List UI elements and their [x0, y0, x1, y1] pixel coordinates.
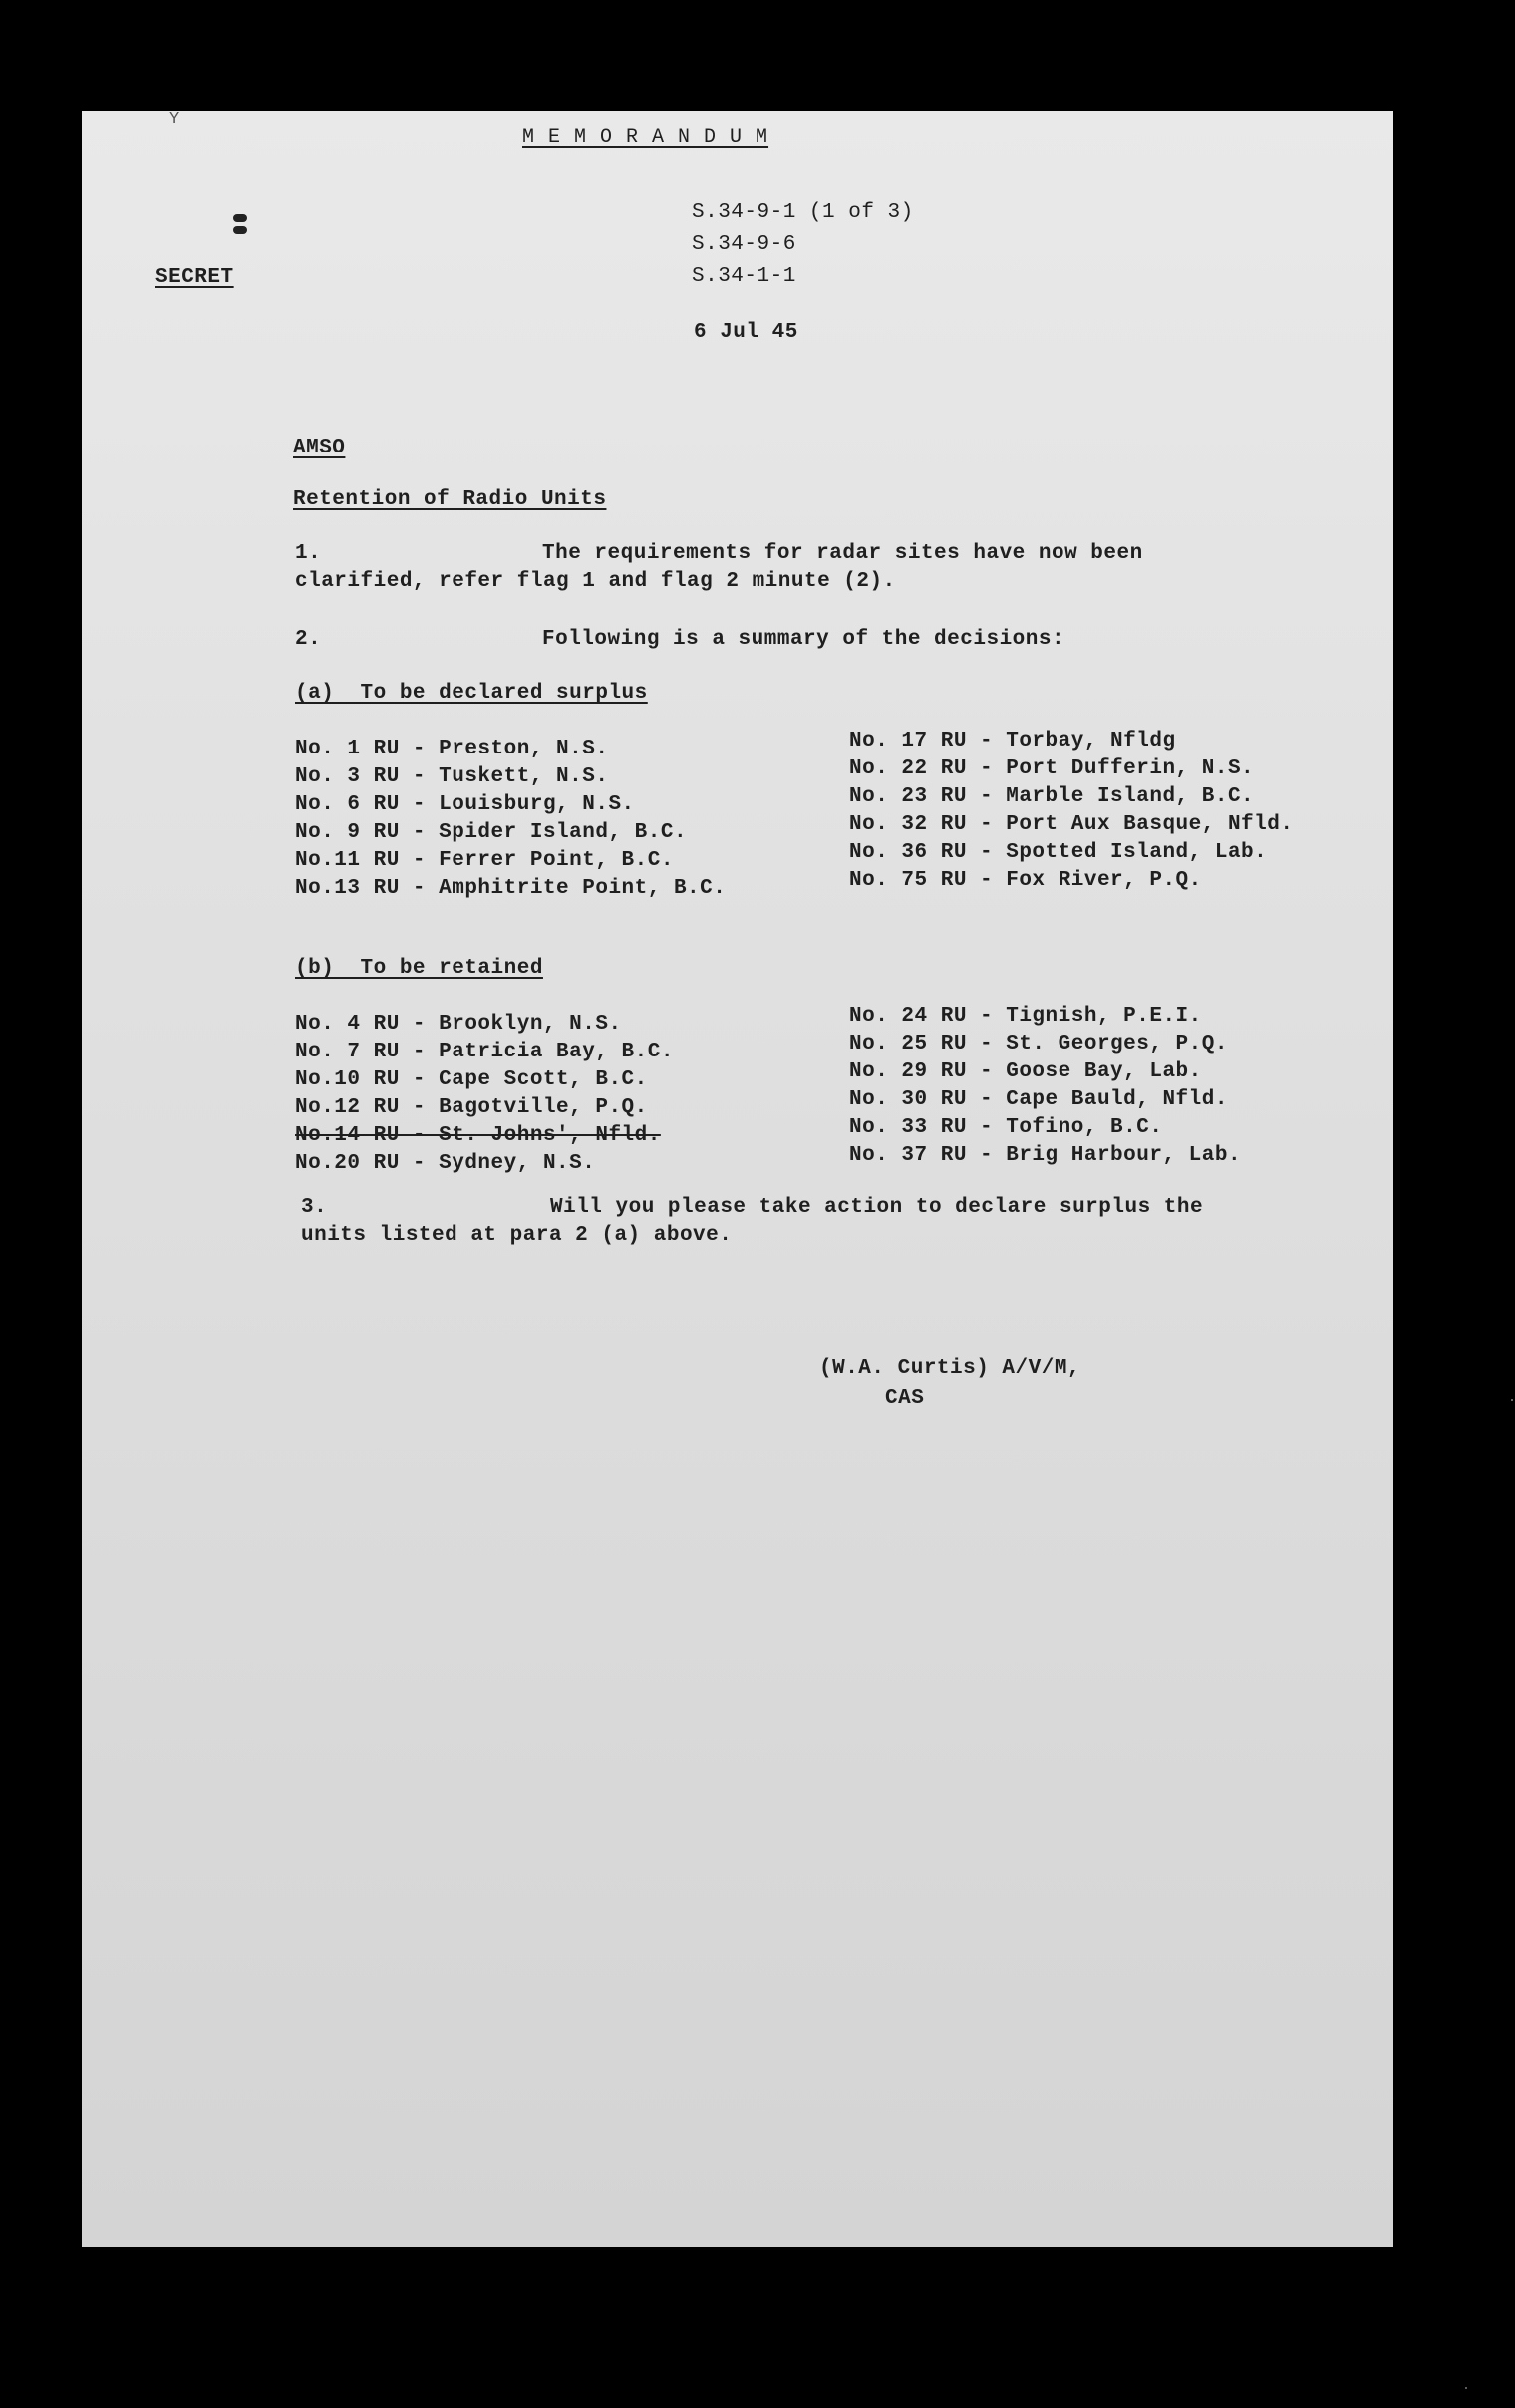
- surplus-right-item: No. 75 RU - Fox River, P.Q.: [849, 869, 1202, 892]
- retained-left-item: No.10 RU - Cape Scott, B.C.: [295, 1068, 648, 1091]
- file-ref-3: S.34-1-1: [692, 265, 796, 288]
- surplus-left-item: No. 6 RU - Louisburg, N.S.: [295, 793, 635, 816]
- retained-left-item-struck: No.14 RU - St. Johns', Nfld.: [295, 1124, 661, 1147]
- para3-number: 3.: [301, 1196, 328, 1219]
- surplus-right-item: No. 23 RU - Marble Island, B.C.: [849, 785, 1255, 808]
- memo-title: M E M O R A N D U M: [522, 126, 769, 149]
- para1-number: 1.: [295, 542, 322, 565]
- punch-mark: [233, 214, 247, 222]
- file-ref-1: S.34-9-1 (1 of 3): [692, 201, 914, 224]
- surplus-right-item: No. 36 RU - Spotted Island, Lab.: [849, 841, 1268, 864]
- file-ref-2: S.34-9-6: [692, 233, 796, 256]
- addressee: AMSO: [293, 437, 346, 459]
- surplus-left-item: No. 1 RU - Preston, N.S.: [295, 738, 609, 760]
- para2-number: 2.: [295, 628, 322, 651]
- para1-line1: The requirements for radar sites have now been: [542, 542, 1143, 565]
- surplus-right-item: No. 22 RU - Port Dufferin, N.S.: [849, 757, 1255, 780]
- surplus-left-item: No.11 RU - Ferrer Point, B.C.: [295, 849, 674, 872]
- retained-right-item: No. 33 RU - Tofino, B.C.: [849, 1116, 1163, 1139]
- para2-text: Following is a summary of the decisions:: [542, 628, 1065, 651]
- para3-line2: units listed at para 2 (a) above.: [301, 1224, 733, 1247]
- corner-mark: Y: [169, 110, 180, 129]
- retained-right-item: No. 30 RU - Cape Bauld, Nfld.: [849, 1088, 1228, 1111]
- retained-left-item: No. 7 RU - Patricia Bay, B.C.: [295, 1041, 674, 1063]
- memo-date: 6 Jul 45: [694, 321, 798, 344]
- surplus-right-item: No. 17 RU - Torbay, Nfldg: [849, 730, 1176, 752]
- section-a-heading: (a) To be declared surplus: [295, 682, 648, 705]
- retained-right-item: No. 29 RU - Goose Bay, Lab.: [849, 1060, 1202, 1083]
- punch-mark: [233, 226, 247, 234]
- surplus-left-item: No.13 RU - Amphitrite Point, B.C.: [295, 877, 727, 900]
- film-speck: [1511, 1399, 1513, 1401]
- classification: SECRET: [155, 266, 234, 289]
- retained-right-item: No. 25 RU - St. Georges, P.Q.: [849, 1033, 1228, 1055]
- signature-line1: (W.A. Curtis) A/V/M,: [819, 1357, 1081, 1380]
- surplus-left-item: No. 9 RU - Spider Island, B.C.: [295, 821, 688, 844]
- surplus-left-item: No. 3 RU - Tuskett, N.S.: [295, 765, 609, 788]
- retained-left-item: No.12 RU - Bagotville, P.Q.: [295, 1096, 648, 1119]
- para1-line2: clarified, refer flag 1 and flag 2 minute (2).: [295, 570, 896, 593]
- section-b-heading: (b) To be retained: [295, 957, 543, 980]
- surplus-right-item: No. 32 RU - Port Aux Basque, Nfld.: [849, 813, 1294, 836]
- film-speck: [1465, 2387, 1467, 2389]
- signature-line2: CAS: [885, 1387, 925, 1410]
- subject-line: Retention of Radio Units: [293, 488, 607, 511]
- retained-right-item: No. 37 RU - Brig Harbour, Lab.: [849, 1144, 1242, 1167]
- retained-right-item: No. 24 RU - Tignish, P.E.I.: [849, 1005, 1202, 1028]
- para3-line1: Will you please take action to declare surplus the: [550, 1196, 1204, 1219]
- memo-page: [82, 111, 1393, 2247]
- retained-left-item: No. 4 RU - Brooklyn, N.S.: [295, 1013, 622, 1036]
- retained-left-item: No.20 RU - Sydney, N.S.: [295, 1152, 596, 1175]
